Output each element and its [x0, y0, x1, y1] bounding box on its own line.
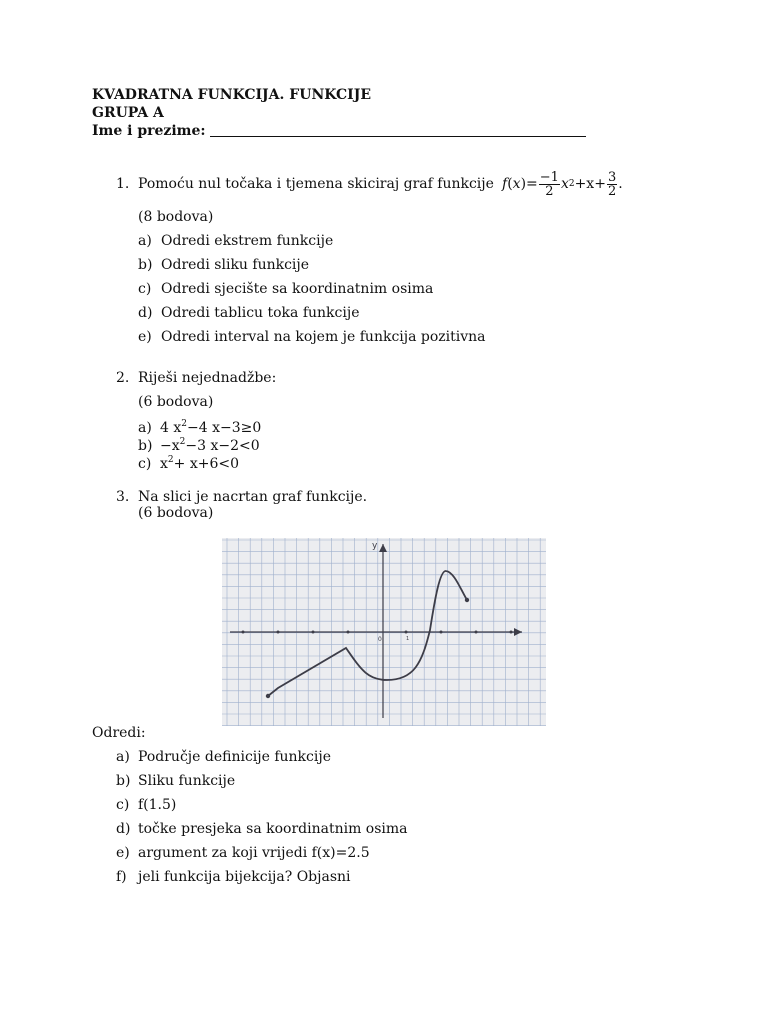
task2-number: 2.: [116, 370, 130, 386]
task3-number: 3.: [116, 489, 130, 505]
task3-item-label: c): [116, 797, 130, 813]
name-label: Ime i prezime:: [92, 123, 206, 139]
task1-item-label: c): [138, 281, 152, 297]
inequality-b-rest: −3 x−2<0: [185, 438, 260, 454]
task3-item-label: e): [116, 845, 130, 861]
curve-end-point: [465, 598, 469, 602]
inequality-a-rest: −4 x−3≥0: [187, 420, 262, 436]
inequality-a-lead: 4 x: [160, 420, 182, 436]
task1-number: 1.: [116, 176, 130, 192]
task2-item-label: c): [138, 456, 152, 472]
formula-paren-open: (: [507, 176, 513, 192]
task3-item-text: Sliku funkcije: [138, 773, 236, 789]
name-line: [92, 122, 586, 140]
worksheet-title: KVADRATNA FUNKCIJA. FUNKCIJE: [92, 87, 372, 103]
formula-equals: =: [526, 176, 538, 192]
task3-item-label: a): [116, 749, 130, 765]
origin-label: 0: [378, 636, 382, 643]
inequality-c-rest: + x+6<0: [173, 456, 239, 472]
task3-item-label: b): [116, 773, 131, 789]
formula-paren-close: ): [520, 176, 527, 192]
task3-questions-title: Odredi:: [92, 725, 146, 741]
frac2-numerator: 3: [607, 169, 617, 185]
name-blank-line: [210, 124, 586, 137]
formula-frac2: [607, 171, 617, 198]
task3-item-text: argument za koji vrijedi f(x)=2.5: [138, 845, 370, 861]
task3-item-text: točke presjeka sa koordinatnim osima: [138, 821, 408, 837]
formula-term-x: x: [560, 176, 569, 192]
inequality-c: [160, 455, 239, 473]
inequality-b-exponent: 2: [179, 437, 186, 447]
task2-item-label: a): [138, 420, 152, 436]
task1-points: (8 bodova): [138, 209, 214, 225]
task1-item-text: Odredi tablicu toka funkcije: [161, 305, 360, 321]
task3-item-text: f(1.5): [138, 797, 177, 813]
y-axis-label: y: [372, 541, 378, 551]
function-graph-photo: [222, 538, 546, 726]
task2-points: (6 bodova): [138, 394, 214, 410]
formula-f: f: [502, 176, 508, 192]
frac1-denominator: 2: [545, 183, 554, 199]
group-label: GRUPA A: [92, 105, 164, 121]
task1-text: Pomoću nul točaka i tjemena skiciraj graf funkcije: [138, 176, 494, 192]
task1-item-text: Odredi interval na kojem je funkcija pozitivna: [161, 329, 486, 345]
inequality-a-exponent: 2: [181, 419, 187, 429]
formula-x: x: [512, 176, 521, 192]
inequality-c-exponent: 2: [167, 455, 174, 465]
task3-item-text: Područje definicije funkcije: [138, 749, 331, 765]
task1-item-text: Odredi sliku funkcije: [161, 257, 310, 273]
task1-formula: f ( x ) = $\frac{-1}{2}$ x 2 +x+ $\frac{3}{2}$ .: [502, 169, 623, 199]
inequality-c-lead: x: [160, 456, 168, 472]
task1-item-label: e): [138, 329, 152, 345]
task3-text: Na slici je nacrtan graf funkcije.: [138, 489, 368, 505]
task3-points: (6 bodova): [138, 505, 214, 521]
formula-plus-x: +x+: [574, 176, 606, 192]
frac2-denominator: 2: [607, 183, 617, 199]
inequality-a: [160, 419, 261, 437]
task3-item-label: d): [116, 821, 131, 837]
task1-item-label: b): [138, 257, 153, 273]
inequality-b-lead: −x: [160, 438, 180, 454]
task1-item-text: Odredi sjecište sa koordinatnim osima: [161, 281, 434, 297]
task1-item-label: a): [138, 233, 152, 249]
formula-period: .: [618, 176, 623, 192]
frac1-numerator: −1: [539, 169, 559, 185]
task3-item-text: jeli funkcija bijekcija? Objasni: [138, 869, 351, 885]
curve-start-point: [266, 694, 270, 698]
formula-frac1: [539, 171, 560, 198]
task3-item-label: f): [116, 869, 127, 885]
task2-item-label: b): [138, 438, 153, 454]
task2-text: Riješi nejednadžbe:: [138, 370, 277, 386]
inequality-b: [160, 437, 260, 455]
task1-item-text: Odredi ekstrem funkcije: [161, 233, 334, 249]
unit-tick-label: 1: [406, 636, 410, 642]
task1-item-label: d): [138, 305, 153, 321]
